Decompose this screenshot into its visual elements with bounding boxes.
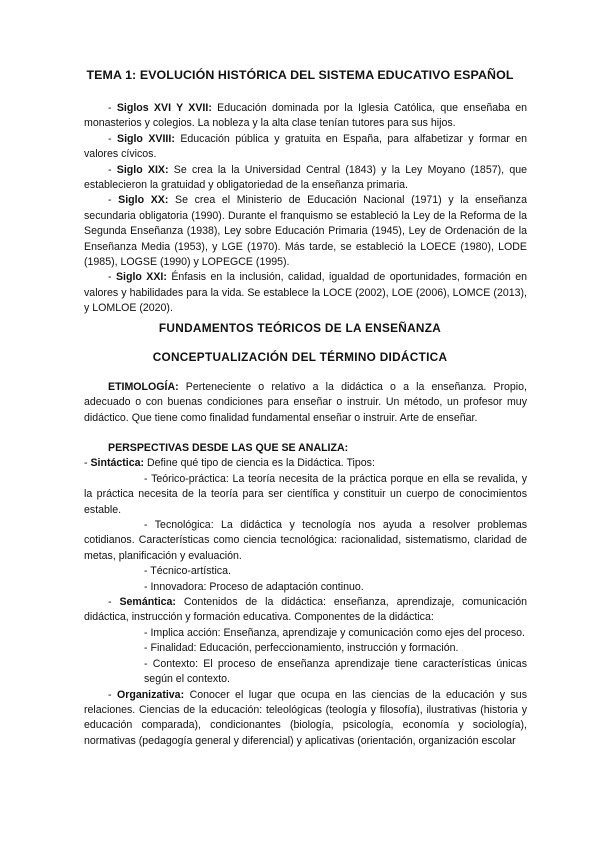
history-item: - Siglo XX: Se crea el Ministerio de Educación Nacional (1971) y la enseñanza secundaria obligatoria (1990). Durante el franquismo se estableció la Ley de la Reforma de la Segunda Enseñanza (1938), Ley sobre Educación Primaria (1945), Ley de Ordenación de la Enseñanza Media (1953), y LGE (1970). Más tarde, se estableció la LOECE (1980), LODE (1985), LOGSE (1990) y LOPEGCE (1995).: [84, 194, 527, 269]
sintactica-paragraph: - Sintáctica: Define qué tipo de ciencia es la Didáctica. Tipos:: [84, 457, 375, 470]
sintactica-item: - Innovadora: Proceso de adaptación continuo.: [144, 580, 364, 593]
semantica-item: - Implica acción: Enseñanza, aprendizaje y comunicación como ejes del proceso.: [144, 626, 526, 639]
sintactica-item: - Técnico-artística.: [144, 565, 231, 578]
history-item: - Siglo XIX: Se crea la la Universidad Central (1843) y la Ley Moyano (1857), que establecieron la gratuidad y obligatoriedad de la enseñanza primaria.: [84, 163, 527, 192]
history-item: - Siglos XVI Y XVII: Educación dominada por la Iglesia Católica, que enseñaba en monasterios y colegios. La nobleza y la alta clase tenían tutores para sus hijos.: [84, 102, 527, 130]
history-item: - Siglo XVIII: Educación pública y gratuita en España, para alfabetizar y formar en valores cívicos.: [84, 132, 527, 161]
semantica-paragraph: - Semántica: Contenidos de la didáctica: enseñanza, aprendizaje, comunicación didáctica, instrucción y formación educativa. Componentes de la didáctica:: [84, 596, 527, 624]
document-title: TEMA 1: EVOLUCIÓN HISTÓRICA DEL SISTEMA EDUCATIVO ESPAÑOL: [86, 68, 514, 82]
history-item: - Siglo XXI: Énfasis en la inclusión, calidad, igualdad de oportunidades, formación en valores y habilidades para la vida. Se establece la LOCE (2002), LOE (2006), LOMCE (2013), y LOMLOE (2020).: [84, 271, 527, 315]
etimologia-section: [84, 380, 527, 426]
section-title: FUNDAMENTOS TEÓRICOS DE LA ENSEÑANZA: [158, 321, 442, 335]
organizativa-paragraph: - Organizativa: Conocer el lugar que ocupa en las ciencias de la educación y sus relaciones. Ciencias de la educación: teleológicas (teología y filosofía), ilustrativas (historia y educación comparada), condicionantes (biología, psicología, economía y sociología), normativas (pedagogía general y diferencial) y aplicativas (orientación, organización escolar: [84, 688, 527, 747]
etimologia-paragraph: ETIMOLOGÍA: Perteneciente o relativo a la didáctica o a la enseñanza. Propio, adecuado o con buenas condiciones para enseñar o instruir. Un método, un profesor muy didáctico. Que tiene como finalidad fundamental enseñar o instruir. Arte de enseñar.: [84, 381, 527, 424]
subsection-title: CONCEPTUALIZACIÓN DEL TÉRMINO DIDÁCTICA: [152, 350, 448, 364]
sintactica-item: - Tecnológica: La didáctica y tecnología nos ayuda a resolver problemas cotidianos. Características como ciencia tecnológica: racionalidad, sistematismo, claridad de metas, planificación y evaluación.: [84, 519, 528, 562]
history-section: [84, 101, 527, 317]
sintactica-item: - Teórico-práctica: La teoría necesita de la práctica porque en ella se revalida, y la práctica necesita de la teoría para ser científica y constituir un cuerpo de conocimientos estable.: [84, 472, 528, 516]
perspectivas-section: [84, 441, 527, 749]
semantica-item: - Contexto: El proceso de enseñanza aprendizaje tiene características únicas según el contexto.: [144, 657, 527, 686]
semantica-item: - Finalidad: Educación, perfeccionamiento, instrucción y formación.: [144, 642, 459, 655]
perspectivas-heading: PERSPECTIVAS DESDE LAS QUE SE ANALIZA:: [108, 442, 349, 454]
